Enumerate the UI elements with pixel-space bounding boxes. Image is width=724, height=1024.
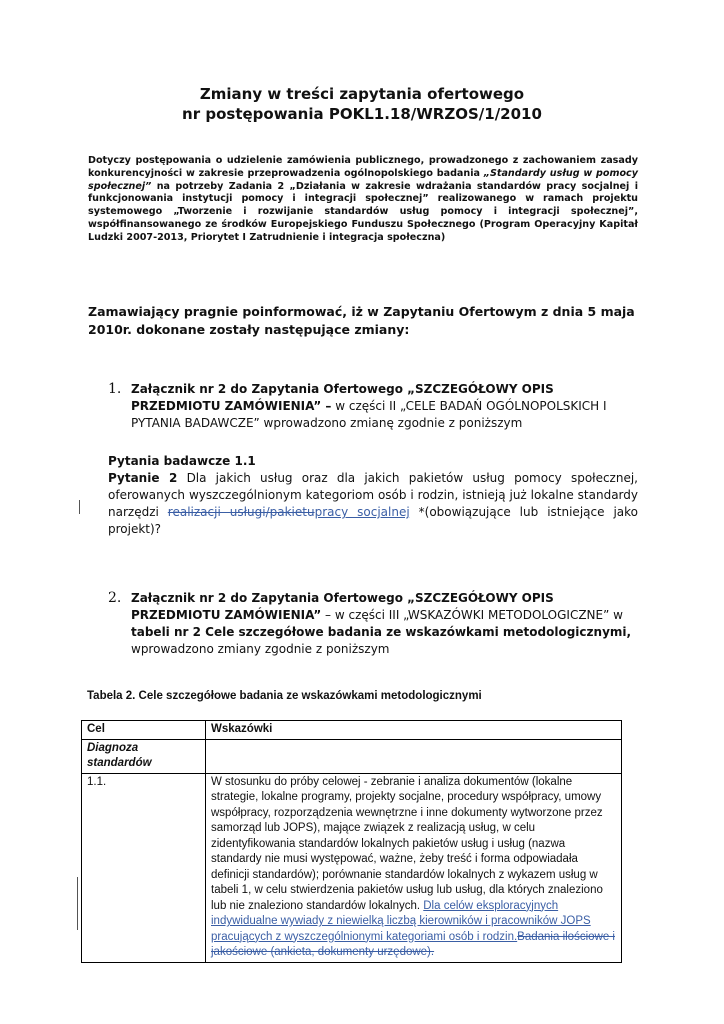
item-normal-text-2: wprowadzono zmiany zgodnie z poniższym [131, 642, 390, 656]
intro-paragraph [88, 155, 638, 245]
change-bar [79, 500, 80, 514]
announcement-paragraph: Zamawiający pragnie poinformować, iż w Zapytaniu Ofertowym z dnia 5 maja 2010r. dokonane zostały następujące zmiany: [88, 304, 635, 337]
section-label: Diagnoza standardów [87, 741, 152, 769]
change-item-1 [108, 381, 638, 432]
empty-cell [206, 739, 622, 773]
table-row [82, 773, 622, 962]
section-label-cell [82, 739, 206, 773]
question-body [108, 470, 638, 538]
intro-italic-title: „Standardy usług w pomocy społecznej” [88, 167, 638, 192]
question-text-1: Dla jakich usług oraz dla jakich pakietów usług pomocy społecznej, oferowanych wyszczególnionym kategoriom osób i rodzin, istnieją już lokalne standardy narzędzi [108, 471, 638, 519]
intro-text-1: Dotyczy postępowania o udzielenie zamówienia publicznego, prowadzonego z zachowaniem zasady konkurencyjności w zakresie przeprowadzenia ogólnopolskiego badania [88, 155, 638, 179]
item-normal-text: w części II „CELE BADAŃ OGÓLNOPOLSKICH I PYTANIA BADAWCZE” wprowadzono zmianę zgodnie z poniższym [131, 399, 607, 430]
inserted-text: pracy socjalnej [314, 505, 410, 519]
row-id-cell: 1.1. [82, 773, 206, 962]
intro-text-2: na potrzeby Zadania 2 „Działania w zakresie wdrażania standardów pracy socjalnej i funkcjonowania instytucji pomocy i integracji społecznej” realizowanego w ramach projektu systemowego „Tworzenie i rozwijanie standardów usług pomocy i integracji społecznej”, współfinansowanego ze środków Europejskiego Funduszu Społecznego (Program Operacyjny Kapitał Ludzki 2007-2013, Priorytet I Zatrudnienie i integracja społeczna) [88, 180, 638, 243]
guidance-cell [206, 773, 622, 962]
deleted-text: Badania ilościowe i jakościowe (ankieta, dokumenty urzędowe). [211, 930, 615, 958]
item-bold-text: Załącznik nr 2 do Zapytania Ofertowego „SZCZEGÓŁOWY OPIS PRZEDMIOTU ZAMÓWIENIA” [131, 591, 554, 622]
table-caption: Tabela 2. Cele szczegółowe badania ze wskazówkami metodologicznymi [87, 690, 482, 702]
change-item-2 [108, 590, 638, 658]
guidance-text: W stosunku do próby celowej - zebranie i analiza dokumentów (lokalne strategie, lokalne programy, projekty socjalne, procedury współpracy, umowy współpracy, rozporządzenia wewnętrzne i inne dokumenty wytworzone przez samorząd lub JOPS), mające związek z realizacją usług, w celu zidentyfikowania standardów lokalnych pakietów usług i usług (nazwa standardy nie musi występować, ważne, żeby treść i forma odpowiadała definicji standardów); porównanie standardów lokalnych z wykazem usług w tabeli 1, w celu stwierdzenia pakietów usług lub usług, dla których znaleziono lub nie znaleziono standardów lokalnych. [211, 775, 603, 912]
item-number: 2. [108, 590, 122, 606]
question-label: Pytanie 2 [108, 471, 178, 485]
document-title-line-1: Zmiany w treści zapytania ofertowego [199, 85, 525, 103]
item-normal-text: – w części III „WSKAZÓWKI METODOLOGICZNE” w [321, 608, 623, 622]
item-bold-text-2: tabeli nr 2 Cele szczegółowe badania ze wskazówkami metodologicznymi, [131, 625, 632, 639]
question-heading: Pytania badawcze 1.1 [108, 454, 256, 468]
item-bold-text: Załącznik nr 2 do Zapytania Ofertowego „SZCZEGÓŁOWY OPIS PRZEDMIOTU ZAMÓWIENIA” – [131, 382, 554, 413]
table-row [82, 739, 622, 773]
methodology-table [81, 720, 622, 963]
table-header-row [82, 721, 622, 740]
table-header-cell: Wskazówki [206, 721, 622, 740]
table-header-cell: Cel [82, 721, 206, 740]
question-text-2: *(obowiązujące lub istniejące jako projekt)? [108, 505, 639, 536]
research-question-block [108, 453, 638, 538]
item-number: 1. [108, 381, 122, 397]
inserted-text: Dla celów eksploracyjnych indywidualne wywiady z niewielką liczbą kierowników i pracowników JOPS pracujących z wyszczególnionymi kategoriami osób i rodzin. [211, 899, 591, 943]
document-title-line-2: nr postępowania POKL1.18/WRZOS/1/2010 [182, 105, 542, 123]
deleted-text: realizacji usługi/pakietu [167, 505, 315, 519]
change-bar [77, 877, 78, 930]
